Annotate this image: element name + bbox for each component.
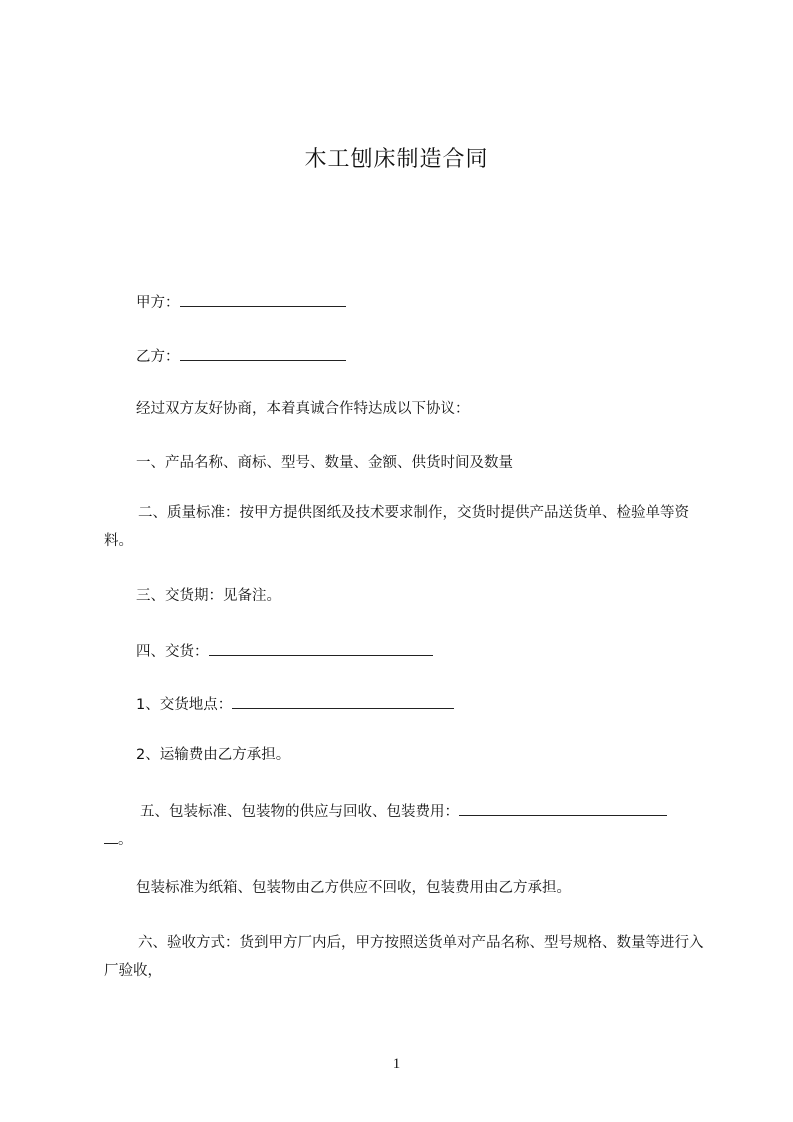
clause-3: 三、交货期：见备注。: [136, 588, 281, 604]
party-a-line: [136, 292, 346, 312]
clause-5-label: 五、包装标准、包装物的供应与回收、包装费用：: [140, 804, 459, 820]
party-a-label: 甲方：: [136, 295, 180, 311]
clause-4-1-blank: [232, 694, 454, 709]
clause-4-1-line: [136, 694, 454, 714]
clause-5-blank-tail: [104, 829, 118, 844]
clause-4-2: 2、运输费由乙方承担。: [136, 747, 291, 763]
clause-1: 一、产品名称、商标、型号、数量、金额、供货时间及数量: [136, 455, 513, 471]
party-a-blank: [180, 292, 346, 307]
page-number: 1: [392, 1056, 401, 1072]
clause-4-blank: [209, 641, 433, 656]
party-b-blank: [180, 346, 346, 361]
clause-5-end: 。: [118, 832, 133, 848]
packaging-note: 包装标准为纸箱、包装物由乙方供应不回收，包装费用由乙方承担。: [136, 880, 571, 896]
document-title: 木工刨床制造合同: [304, 147, 489, 172]
party-b-line: [136, 346, 346, 366]
clause-2: 二、质量标准：按甲方提供图纸及技术要求制作，交货时提供产品送货单、检验单等资料。: [104, 505, 689, 549]
party-b-label: 乙方：: [136, 349, 180, 365]
clause-4-label: 四、交货：: [136, 644, 209, 660]
clause-5-continuation: [104, 829, 133, 849]
clause-4-line: [136, 641, 433, 661]
clause-6: 六、验收方式：货到甲方厂内后，甲方按照送货单对产品名称、型号规格、数量等进行入厂验收，: [104, 935, 704, 979]
clause-4-1-label: 1、交货地点：: [136, 697, 233, 713]
clause-5-blank: [459, 801, 667, 816]
intro-text: 经过双方友好协商，本着真诚合作特达成以下协议：: [136, 401, 470, 417]
clause-5-line: [140, 801, 667, 821]
